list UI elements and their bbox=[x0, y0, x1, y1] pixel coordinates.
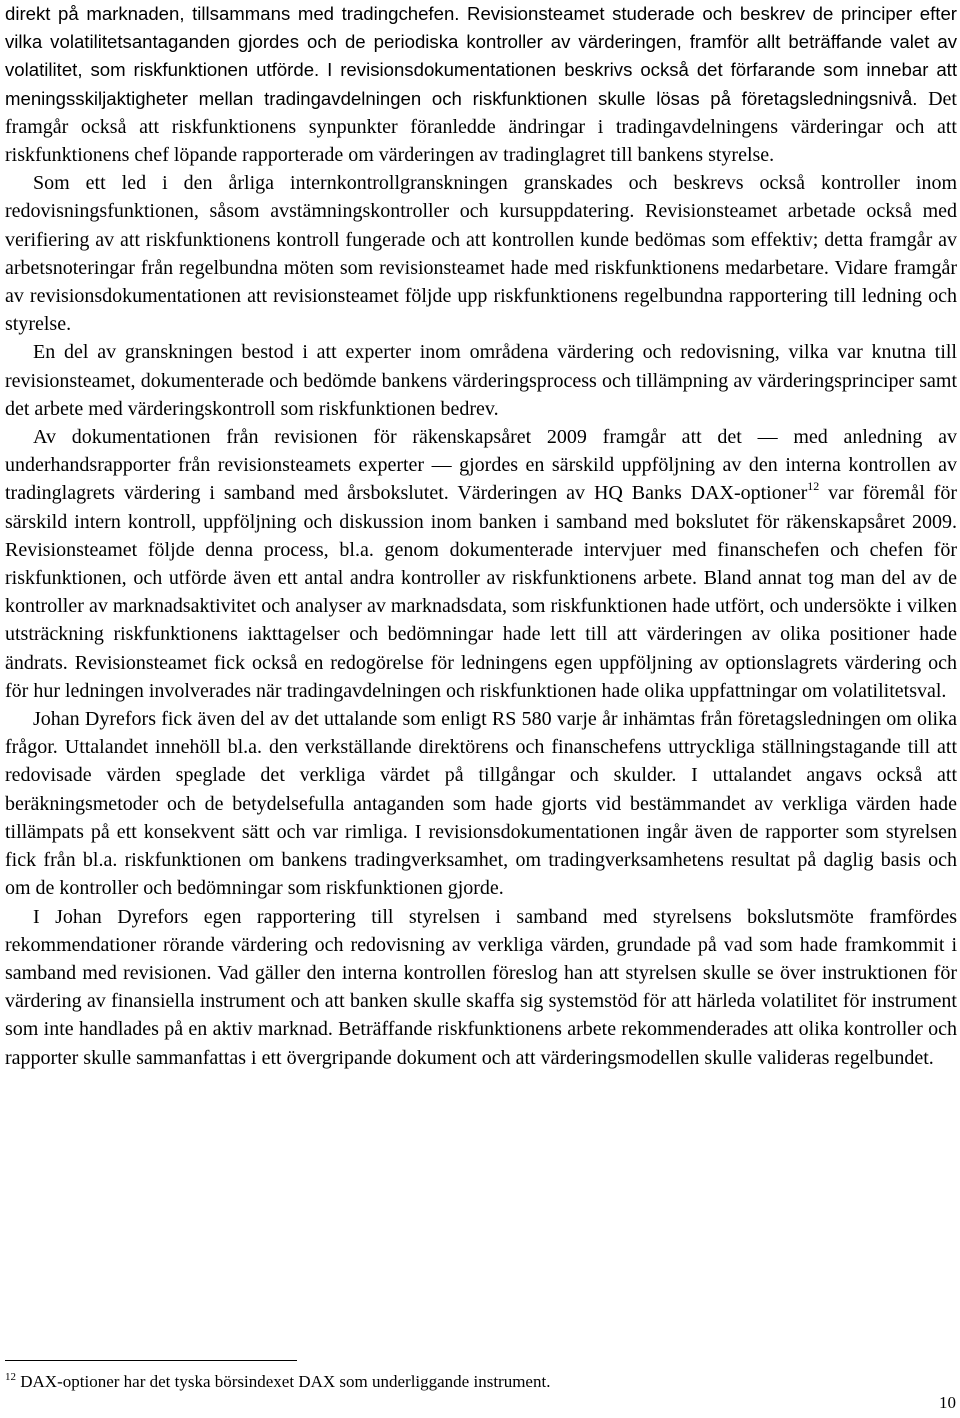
paragraph bbox=[5, 169, 957, 338]
document-body bbox=[5, 0, 957, 1072]
paragraph-text: Som ett led i den årliga internkontrollgranskningen granskades och beskrevs också kontroller inom redovisningsfunktionen, såsom avstämningskontroller och kursuppdatering. Revisionsteamet arbetade också med verifiering av att riskfunktionens kontroll fungerade och att kontrollen kunde bedömas som effektiv; detta framgår av arbetsnoteringar från regelbundna möten som revisionsteamet hade med riskfunktionens medarbetare. Vidare framgår av revisionsdokumentationen att revisionsteamet följde upp riskfunktionens regelbundna rapportering till ledning och styrelse. bbox=[5, 172, 957, 336]
paragraph-text: I Johan Dyrefors egen rapportering till styrelsen i samband med styrelsens bokslutsmöte framfördes rekommendationer rörande värdering och redovisning av verkliga värden, grundade på vad som hade framkommit i samband med revisionen. Vad gäller den interna kontrollen föreslog han att styrelsen skulle se över instruktionen för värdering av finansiella instrument och att banken skulle skaffa sig systemstöd för att härleda volatilitet för instrument som inte handlades på en aktiv marknad. Beträffande riskfunktionens arbete rekommenderades att olika kontroller och rapporter skulle sammanfattas i ett övergripande dokument och att värderingsmodellen skulle valideras regelbundet. bbox=[5, 905, 957, 1069]
paragraph-text: Av dokumentationen från revisionen för räkenskapsåret 2009 framgår att det — med anledning av underhandsrapporter från revisionsteamets experter — gjordes en särskild uppföljning av den interna kontrollen av tradinglagrets värdering i samband med årsbokslutet. Värderingen av HQ Banks DAX-optioner bbox=[5, 426, 957, 505]
footnote-divider bbox=[5, 1360, 297, 1361]
footnote-reference: 12 bbox=[807, 479, 820, 494]
paragraph bbox=[5, 423, 957, 705]
footnote-text: DAX-optioner har det tyska börsindexet DAX som underliggande instrument. bbox=[20, 1372, 551, 1391]
paragraph-text-sans: direkt på marknaden, tillsammans med tradingchefen. Revisionsteamet studerade och beskrev de principer efter vilka volatilitetsantaganden gjordes och de periodiska kontroller av värderingen, framför allt beträffande valet av volatilitet, som riskfunktionen utförde. I revisionsdokumentationen beskrivs också det förfarande som innebar att meningsskiljaktigheter mellan tradingavdelningen och riskfunktionen skulle lösas på företagsledningsnivå. bbox=[5, 3, 957, 109]
paragraph bbox=[5, 338, 957, 423]
paragraph bbox=[5, 0, 957, 169]
paragraph-text: Johan Dyrefors fick även del av det uttalande som enligt RS 580 varje år inhämtas från företagsledningen om olika frågor. Uttalandet innehöll bl.a. den verkställande direktörens och finanschefens uttryckliga ställningstagande till att redovisade värden speglade det verkliga värdet på tillgångar och skulder. I uttalandet angavs också att beräkningsmetoder och de betydelsefulla antaganden som hade gjorts vid bestämmandet av verkliga värden hade tillämpats på ett konsekvent sätt och var rimliga. I revisionsdokumentationen ingår även de rapporter som styrelsen fick från bl.a. riskfunktionen om bankens tradingverksamhet, om tradingverksamhetens resultat på daglig basis och om de kontroller och bedömningar som riskfunktionen gjorde. bbox=[5, 708, 957, 900]
paragraph-text: Det framgår också att riskfunktionens synpunkter föranledde ändringar i tradingavdelningens värderingar och att riskfunktionens chef löpande rapporterade om värderingen av tradinglagret till bankens styrelse. bbox=[5, 87, 957, 167]
paragraph-text: En del av granskningen bestod i att experter inom områdena värdering och redovisning, vilka var knutna till revisionsteamet, dokumenterade och bedömde bankens värderingsprocess och tillämpning av värderingsprinciper samt det arbete med värderingskontroll som riskfunktionen bedrev. bbox=[5, 341, 957, 420]
paragraph bbox=[5, 705, 957, 902]
page-number: 10 bbox=[939, 1393, 956, 1412]
paragraph bbox=[5, 903, 957, 1072]
footnote bbox=[5, 1371, 550, 1393]
paragraph-text: var föremål för särskild intern kontroll, uppföljning och diskussion inom banken i samband med bokslutet för räkenskapsåret 2009. Revisionsteamet följde denna process, bl.a. genom dokumenterade intervjuer med finanschefen och chefen för riskfunktionen, och utförde även ett antal andra kontroller av riskfunktionens arbete. Bland annat tog man del av de kontroller av marknadsaktivitet och analyser av marknadsdata, som riskfunktionen hade utfört, och undersökte i vilken utsträckning riskfunktionens iakttagelser och bedömningar hade lett till att värderingen av olika positioner hade ändrats. Revisionsteamet fick också en redogörelse för ledningens egen uppföljning av optionslagrets värdering och för hur ledningen involverades när tradingavdelningen och riskfunktionen hade olika uppfattningar om volatilitetsval. bbox=[5, 482, 957, 702]
footnote-number: 12 bbox=[5, 1371, 16, 1383]
